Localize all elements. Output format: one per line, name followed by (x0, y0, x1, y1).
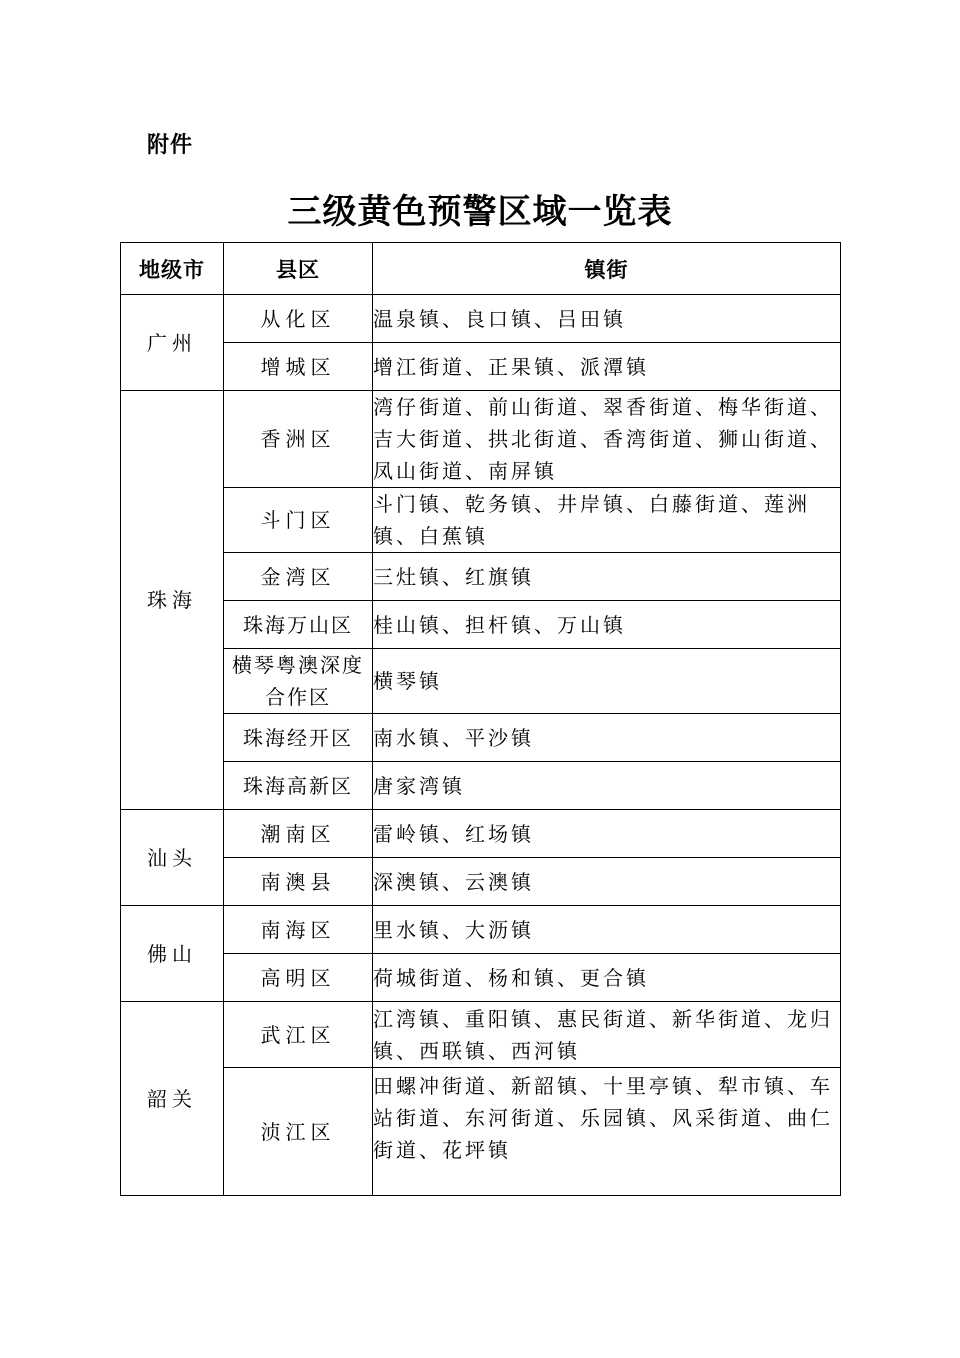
county-cell: 珠海高新区 (224, 762, 373, 810)
attachment-label: 附件 (147, 133, 194, 158)
towns-cell: 田螺冲街道、新韶镇、十里亭镇、犁市镇、车站街道、东河街道、乐园镇、风采街道、曲仁街道、花坪镇 (373, 1068, 841, 1196)
table-row (121, 295, 841, 343)
towns-cell: 温泉镇、良口镇、吕田镇 (373, 295, 841, 343)
towns-cell: 江湾镇、重阳镇、惠民街道、新华街道、龙归镇、西联镇、西河镇 (373, 1002, 841, 1068)
county-cell: 金湾区 (224, 553, 373, 601)
table-row (121, 954, 841, 1002)
table-row (121, 553, 841, 601)
table-row (121, 488, 841, 553)
county-cell: 增城区 (224, 343, 373, 391)
towns-cell: 桂山镇、担杆镇、万山镇 (373, 601, 841, 649)
city-cell: 汕头 (121, 810, 224, 906)
county-cell: 高明区 (224, 954, 373, 1002)
table-row (121, 343, 841, 391)
city-cell: 广州 (121, 295, 224, 391)
towns-cell: 里水镇、大沥镇 (373, 906, 841, 954)
towns-cell: 荷城街道、杨和镇、更合镇 (373, 954, 841, 1002)
county-cell: 南澳县 (224, 858, 373, 906)
table-row (121, 810, 841, 858)
towns-cell: 唐家湾镇 (373, 762, 841, 810)
table-row (121, 1002, 841, 1068)
city-cell: 韶关 (121, 1002, 224, 1196)
table-row (121, 762, 841, 810)
towns-cell: 深澳镇、云澳镇 (373, 858, 841, 906)
towns-cell: 雷岭镇、红场镇 (373, 810, 841, 858)
table-row (121, 391, 841, 488)
city-cell: 珠海 (121, 391, 224, 810)
header-county: 县区 (224, 243, 373, 295)
city-cell: 佛山 (121, 906, 224, 1002)
table-row (121, 649, 841, 714)
towns-cell: 南水镇、平沙镇 (373, 714, 841, 762)
table-header-row (121, 243, 841, 295)
county-cell: 香洲区 (224, 391, 373, 488)
county-cell: 浈江区 (224, 1068, 373, 1196)
towns-cell: 增江街道、正果镇、派潭镇 (373, 343, 841, 391)
towns-cell: 湾仔街道、前山街道、翠香街道、梅华街道、吉大街道、拱北街道、香湾街道、狮山街道、凤山街道、南屏镇 (373, 391, 841, 488)
table-row (121, 601, 841, 649)
towns-cell: 横琴镇 (373, 649, 841, 714)
header-towns: 镇街 (373, 243, 841, 295)
county-cell: 武江区 (224, 1002, 373, 1068)
county-cell: 南海区 (224, 906, 373, 954)
towns-cell: 斗门镇、乾务镇、井岸镇、白藤街道、莲洲镇、白蕉镇 (373, 488, 841, 553)
county-cell: 珠海经开区 (224, 714, 373, 762)
header-city: 地级市 (121, 243, 224, 295)
table-row (121, 858, 841, 906)
page-title: 三级黄色预警区域一览表 (287, 192, 673, 232)
county-cell: 潮南区 (224, 810, 373, 858)
towns-cell: 三灶镇、红旗镇 (373, 553, 841, 601)
county-cell: 从化区 (224, 295, 373, 343)
warning-area-table (120, 242, 841, 1196)
county-cell: 珠海万山区 (224, 601, 373, 649)
county-cell: 横琴粤澳深度合作区 (224, 649, 373, 714)
table-row (121, 714, 841, 762)
table-row (121, 906, 841, 954)
table-row (121, 1068, 841, 1196)
county-cell: 斗门区 (224, 488, 373, 553)
